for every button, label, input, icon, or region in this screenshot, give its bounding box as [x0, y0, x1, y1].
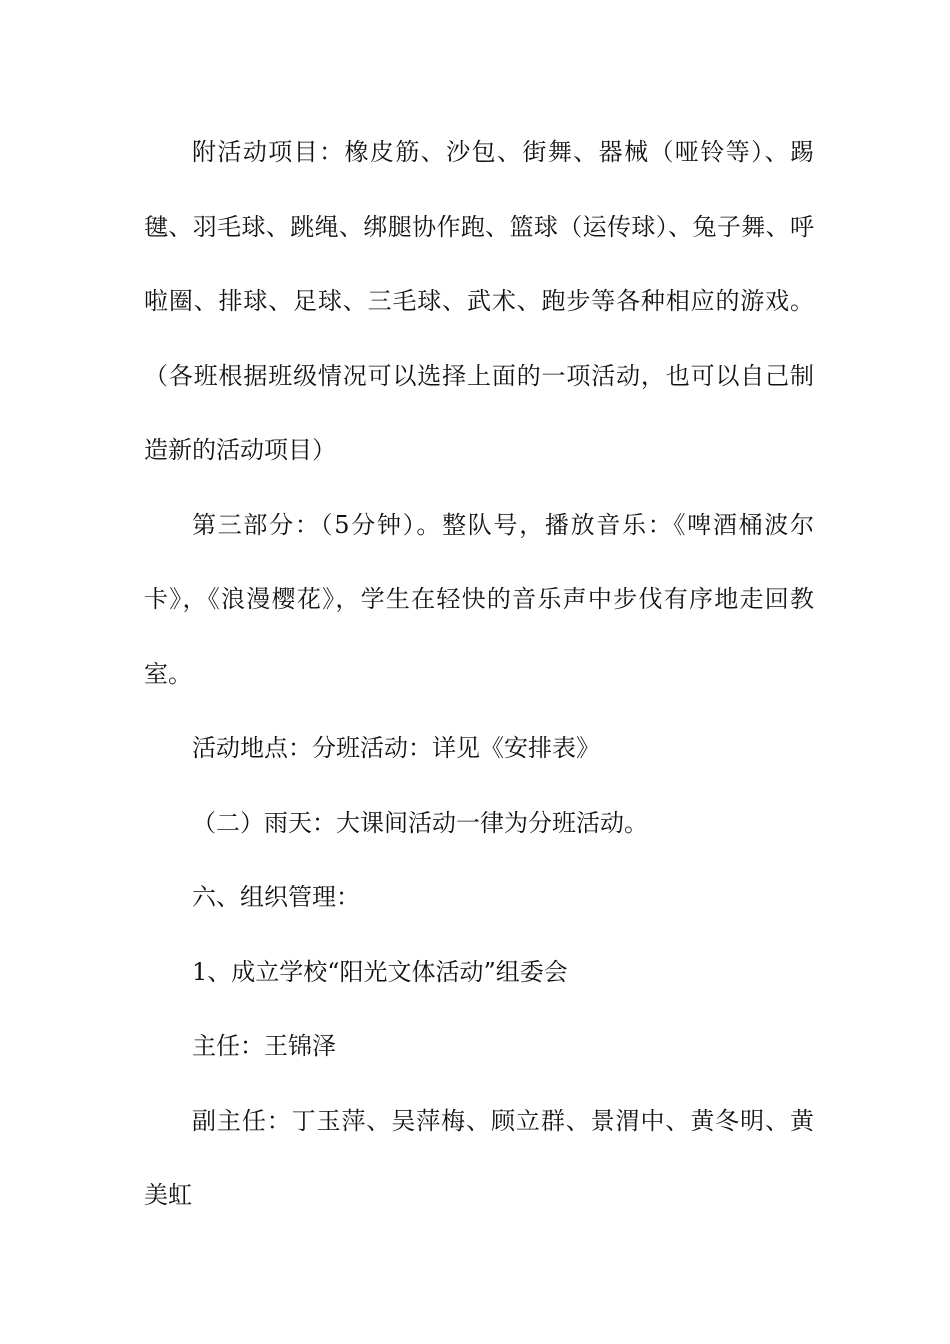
paragraph-committee: 1、成立学校“阳光文体活动”组委会: [192, 957, 568, 986]
paragraph-activity-location: 活动地点：分班活动：详见《安排表》: [192, 734, 600, 762]
heading-section-six: 六、组织管理：: [192, 883, 360, 911]
paragraph-activities-list: 附活动项目：橡皮筋、沙包、街舞、器械（哑铃等）、踢毽、羽毛球、跳绳、绑腿协作跑、篮球（运传球）、兔子舞、呼啦圈、排球、足球、三毛球、武术、跑步等各种相应的游戏。（各班根据班级情况可以选择上面的一项活动，也可以自己制造新的活动项目）: [144, 138, 814, 464]
paragraph-director: 主任：王锦泽: [192, 1032, 336, 1060]
document-body: [144, 115, 814, 1233]
paragraph-vice-directors: 副主任：丁玉萍、吴萍梅、顾立群、景渭中、黄冬明、黄美虹: [144, 1106, 814, 1209]
paragraph-rainy-day: （二）雨天：大课间活动一律为分班活动。: [192, 808, 648, 837]
paragraph-part-three: 第三部分：（5分钟）。整队号，播放音乐：《啤酒桶波尔卡》，《浪漫樱花》，学生在轻快的音乐声中步伐有序地走回教室。: [144, 510, 814, 688]
